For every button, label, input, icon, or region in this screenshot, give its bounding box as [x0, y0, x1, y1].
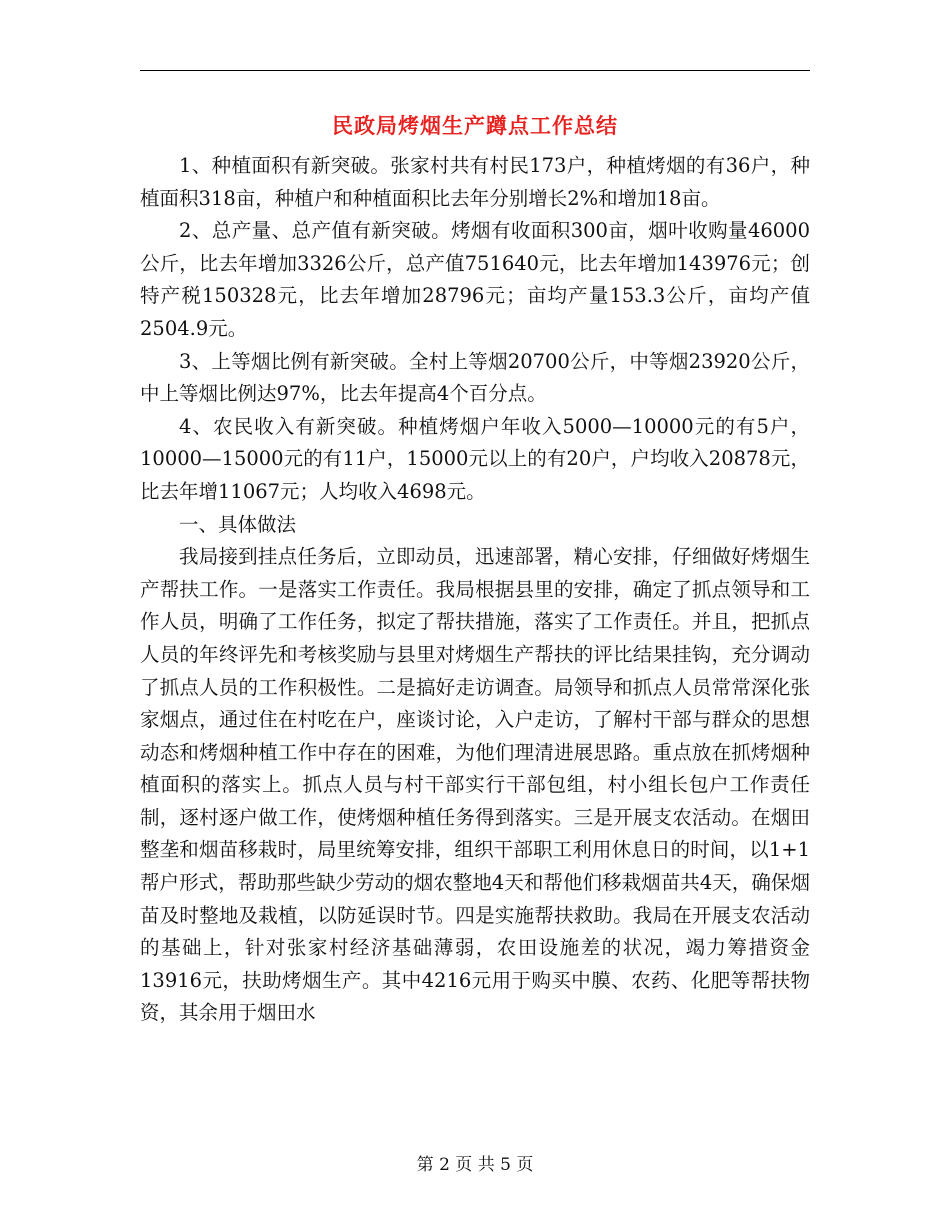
- paragraph-farmer-income: 4、农民收入有新突破。种植烤烟户年收入5000—10000元的有5户，10000—15000元的有11户，15000元以上的有20户，户均收入20878元，比去年增11067元；人均收入4698元。: [140, 414, 810, 503]
- section-heading-methods: 一、具体做法: [179, 512, 297, 536]
- page-footer: 第 2 页 共 5 页: [416, 1155, 534, 1175]
- paragraph-output-value: 2、总产量、总产值有新突破。烤烟有收面积300亩，烟叶收购量46000公斤，比去年增加3326公斤，总产值751640元，比去年增加143976元；创特产税150328元，比去年增加28796元；亩均产量153.3公斤，亩均产值2504.9元。: [140, 219, 810, 340]
- document-body: [140, 150, 810, 1030]
- paragraph-methods-detail: 我局接到挂点任务后，立即动员，迅速部署，精心安排，仔细做好烤烟生产帮扶工作。一是落实工作责任。我局根据县里的安排，确定了抓点领导和工作人员，明确了工作任务，拟定了帮扶措施，落实了工作责任。并且，把抓点人员的年终评先和考核奖励与县里对烤烟生产帮扶的评比结果挂钩，充分调动了抓点人员的工作积极性。二是搞好走访调查。局领导和抓点人员常常深化张家烟点，通过住在村吃在户，座谈讨论，入户走访，了解村干部与群众的思想动态和烤烟种植工作中存在的困难，为他们理清进展思路。重点放在抓烤烟种植面积的落实上。抓点人员与村干部实行干部包组，村小组长包户工作责任制，逐村逐户做工作，使烤烟种植任务得到落实。三是开展支农活动。在烟田整垄和烟苗移栽时，局里统筹安排，组织干部职工利用休息日的时间，以1+1帮户形式，帮助那些缺少劳动的烟农整地4天和帮他们移栽烟苗共4天，确保烟苗及时整地及栽植，以防延误时节。四是实施帮扶救助。我局在开展支农活动的基础上，针对张家村经济基础薄弱，农田设施差的状况，竭力筹措资金13916元，扶助烤烟生产。其中4216元用于购买中膜、农药、化肥等帮扶物资，其余用于烟田水: [140, 545, 810, 1025]
- paragraph-grade-ratio: 3、上等烟比例有新突破。全村上等烟20700公斤，中等烟23920公斤，中上等烟比例达97%，比去年提高4个百分点。: [140, 349, 810, 406]
- document-title: 民政局烤烟生产蹲点工作总结: [332, 113, 618, 138]
- paragraph-planting-area: 1、种植面积有新突破。张家村共有村民173户，种植烤烟的有36户，种植面积318亩，种植户和种植面积比去年分别增长2%和增加18亩。: [140, 154, 810, 210]
- header-rule: [140, 70, 810, 71]
